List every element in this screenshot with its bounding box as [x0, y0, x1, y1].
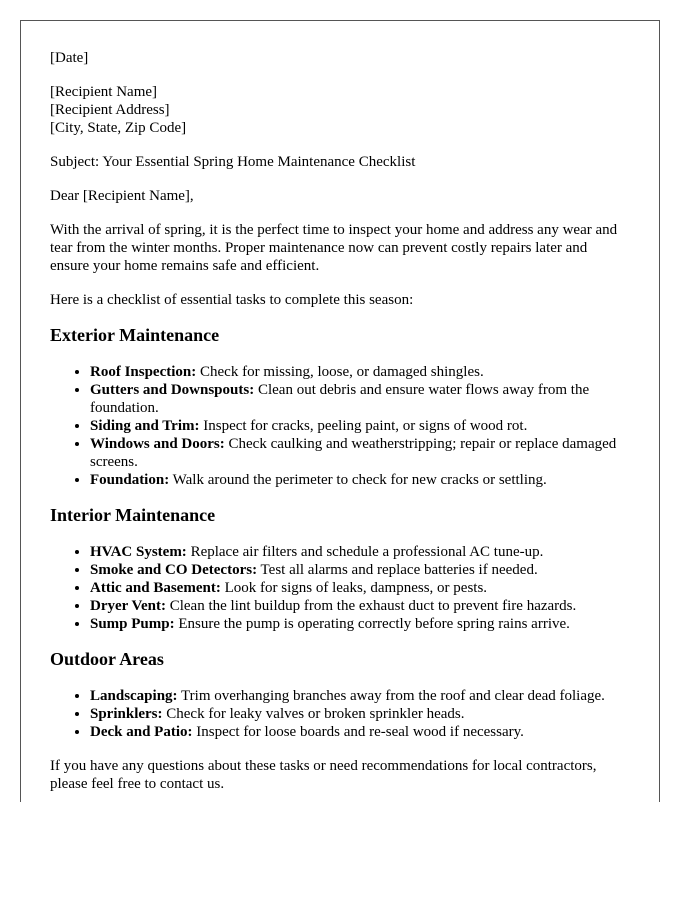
- item-text: Clean the lint buildup from the exhaust duct to prevent fire hazards.: [165, 598, 577, 614]
- item-label: Windows and Doors:: [90, 436, 225, 452]
- exterior-checklist: [50, 363, 630, 489]
- item-text: Test all alarms and replace batteries if needed.: [257, 562, 538, 578]
- section-heading-exterior: Exterior Maintenance: [50, 325, 220, 345]
- item-text: Check caulking and weatherstripping; repair or replace damaged screens.: [90, 436, 617, 470]
- item-text: Walk around the perimeter to check for new cracks or settling.: [169, 472, 547, 488]
- list-item: [90, 579, 630, 597]
- interior-checklist: [50, 543, 630, 633]
- letter-date: [Date]: [50, 50, 89, 66]
- recipient-address: [Recipient Address]: [50, 102, 170, 118]
- item-text: Inspect for loose boards and re-seal wood if necessary.: [192, 724, 524, 740]
- letter-intro: With the arrival of spring, it is the perfect time to inspect your home and address any wear and tear from the winter months. Proper maintenance now can prevent costly repairs later and ensure your home remains safe and efficient.: [50, 222, 618, 274]
- list-item: [90, 381, 630, 417]
- list-item: [90, 615, 630, 633]
- item-label: Sprinklers:: [90, 706, 163, 722]
- item-text: Clean out debris and ensure water flows away from the foundation.: [90, 382, 590, 416]
- item-label: Landscaping:: [90, 688, 178, 704]
- item-text: Check for leaky valves or broken sprinkler heads.: [162, 706, 465, 722]
- item-label: HVAC System:: [90, 544, 187, 560]
- item-label: Attic and Basement:: [90, 580, 221, 596]
- item-label: Sump Pump:: [90, 616, 175, 632]
- list-item: [90, 435, 630, 471]
- list-item: [90, 471, 630, 489]
- list-item: [90, 417, 630, 435]
- recipient-name: [Recipient Name]: [50, 84, 158, 100]
- list-item: [90, 363, 630, 381]
- section-heading-outdoor: Outdoor Areas: [50, 649, 164, 669]
- letter-page: [20, 20, 660, 802]
- item-text: Trim overhanging branches away from the roof and clear dead foliage.: [177, 688, 605, 704]
- list-item: [90, 705, 630, 723]
- recipient-block: [50, 83, 630, 137]
- item-text: Replace air filters and schedule a professional AC tune-up.: [186, 544, 544, 560]
- item-text: Inspect for cracks, peeling paint, or signs of wood rot.: [199, 418, 528, 434]
- list-item: [90, 543, 630, 561]
- item-text: Look for signs of leaks, dampness, or pests.: [220, 580, 488, 596]
- letter-lead-in: Here is a checklist of essential tasks to complete this season:: [50, 292, 414, 308]
- item-text: Ensure the pump is operating correctly before spring rains arrive.: [174, 616, 570, 632]
- item-label: Foundation:: [90, 472, 170, 488]
- letter-body: [21, 21, 659, 793]
- item-text: Check for missing, loose, or damaged shingles.: [196, 364, 484, 380]
- letter-closing: If you have any questions about these tasks or need recommendations for local contractors, please feel free to contact us.: [50, 758, 597, 792]
- item-label: Smoke and CO Detectors:: [90, 562, 258, 578]
- item-label: Gutters and Downspouts:: [90, 382, 255, 398]
- item-label: Siding and Trim:: [90, 418, 200, 434]
- list-item: [90, 687, 630, 705]
- item-label: Dryer Vent:: [90, 598, 166, 614]
- letter-subject: Subject: Your Essential Spring Home Maintenance Checklist: [50, 154, 416, 170]
- list-item: [90, 723, 630, 741]
- list-item: [90, 597, 630, 615]
- recipient-city-state-zip: [City, State, Zip Code]: [50, 120, 187, 136]
- section-heading-interior: Interior Maintenance: [50, 505, 216, 525]
- item-label: Deck and Patio:: [90, 724, 193, 740]
- outdoor-checklist: [50, 687, 630, 741]
- list-item: [90, 561, 630, 579]
- item-label: Roof Inspection:: [90, 364, 197, 380]
- letter-salutation: Dear [Recipient Name],: [50, 188, 194, 204]
